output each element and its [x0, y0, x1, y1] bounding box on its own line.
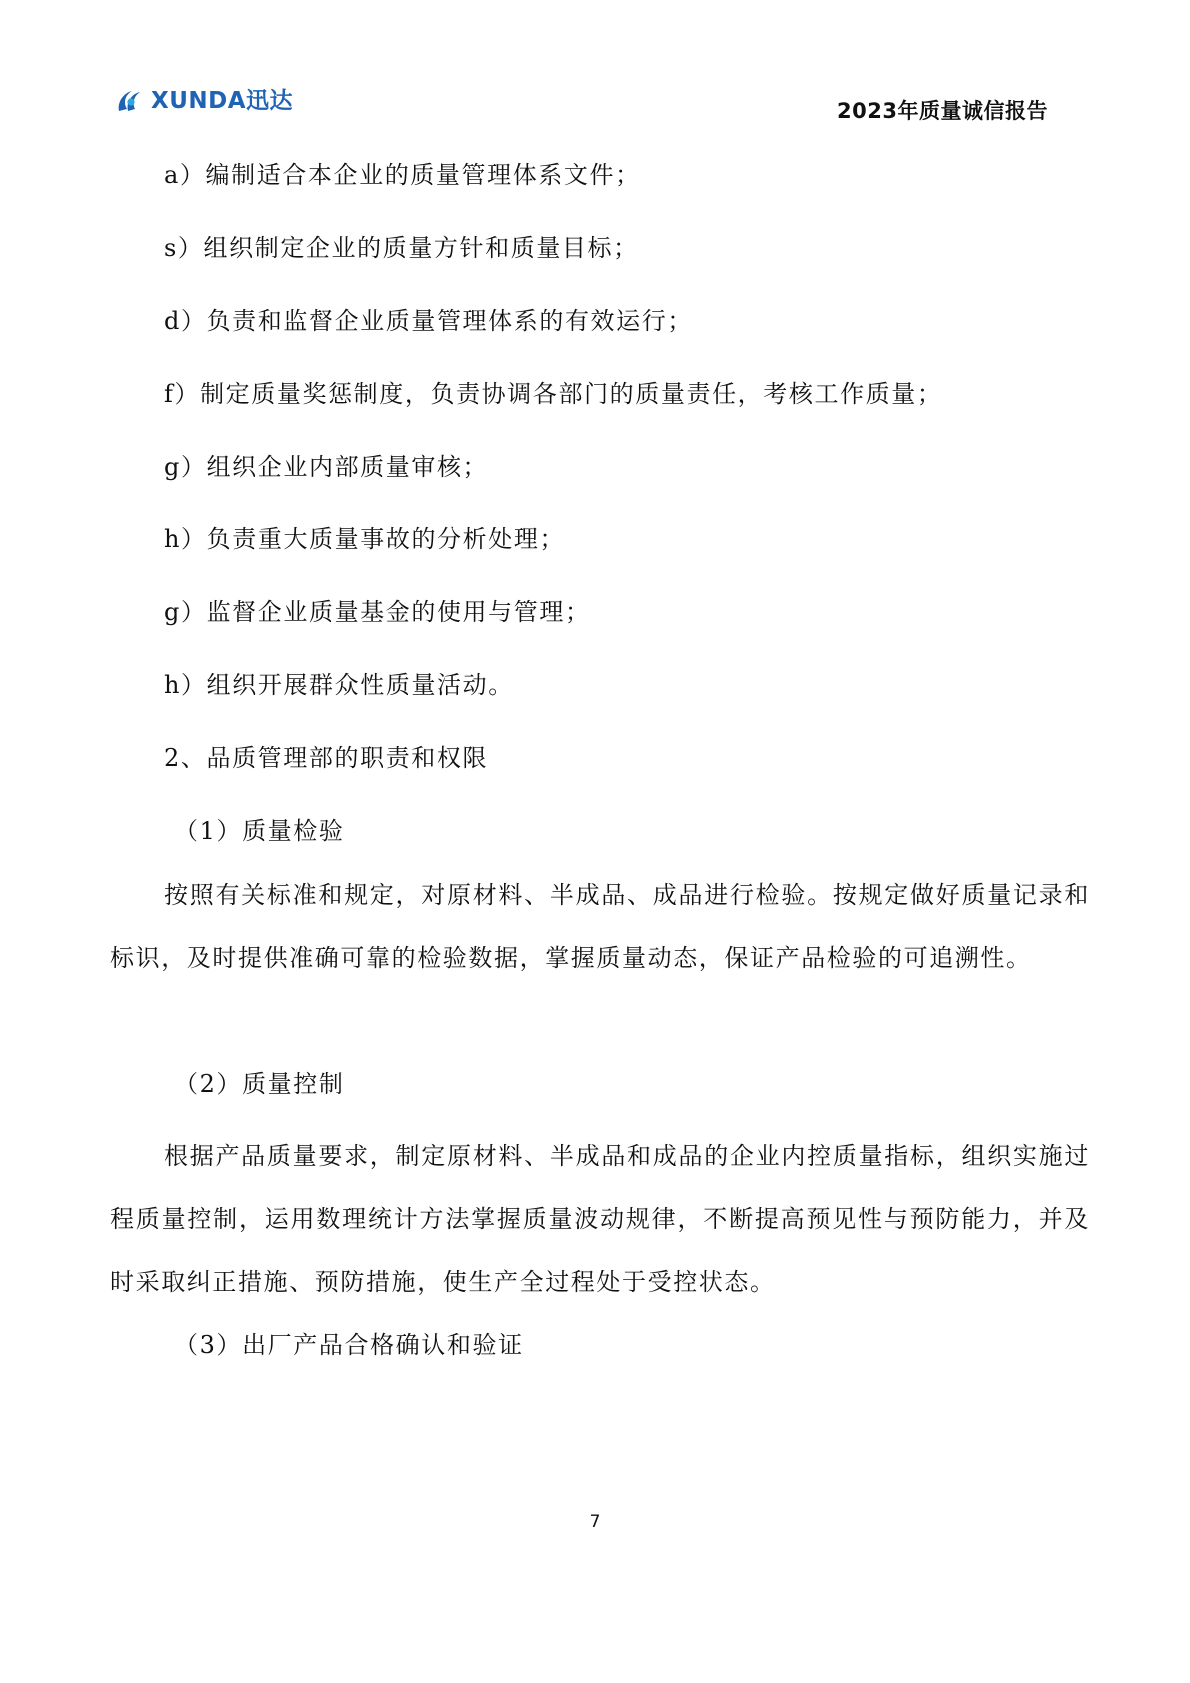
page-number: 7	[589, 1512, 601, 1532]
report-title: 2023年质量诚信报告	[837, 99, 1048, 123]
company-logo	[115, 86, 293, 116]
list-item: g）监督企业质量基金的使用与管理；	[164, 598, 591, 626]
subsection-heading: （1）质量检验	[174, 817, 345, 845]
list-item: d）负责和监督企业质量管理体系的有效运行；	[164, 307, 693, 335]
logo-text: XUNDA迅达	[151, 88, 294, 114]
page-header	[0, 0, 1190, 130]
xunda-logo-icon	[115, 87, 145, 115]
list-item: h）负责重大质量事故的分析处理；	[164, 525, 566, 553]
list-item: s）组织制定企业的质量方针和质量目标；	[164, 234, 639, 262]
list-item: a）编制适合本企业的质量管理体系文件；	[164, 161, 641, 189]
list-item: g）组织企业内部质量审核；	[164, 453, 489, 481]
paragraph: 按照有关标准和规定，对原材料、半成品、成品进行检验。按规定做好质量记录和标识，及时提供准确可靠的检验数据，掌握质量动态，保证产品检验的可追溯性。	[110, 881, 1090, 972]
subsection-heading: （3）出厂产品合格确认和验证	[174, 1331, 524, 1359]
list-item: h）组织开展群众性质量活动。	[164, 671, 514, 699]
section-heading: 2、品质管理部的职责和权限	[164, 744, 489, 772]
list-item: f）制定质量奖惩制度，负责协调各部门的质量责任，考核工作质量；	[164, 380, 943, 408]
subsection-heading: （2）质量控制	[174, 1070, 345, 1098]
paragraph: 根据产品质量要求，制定原材料、半成品和成品的企业内控质量指标，组织实施过程质量控制，运用数理统计方法掌握质量波动规律，不断提高预见性与预防能力，并及时采取纠正措施、预防措施，使生产全过程处于受控状态。	[110, 1142, 1090, 1296]
